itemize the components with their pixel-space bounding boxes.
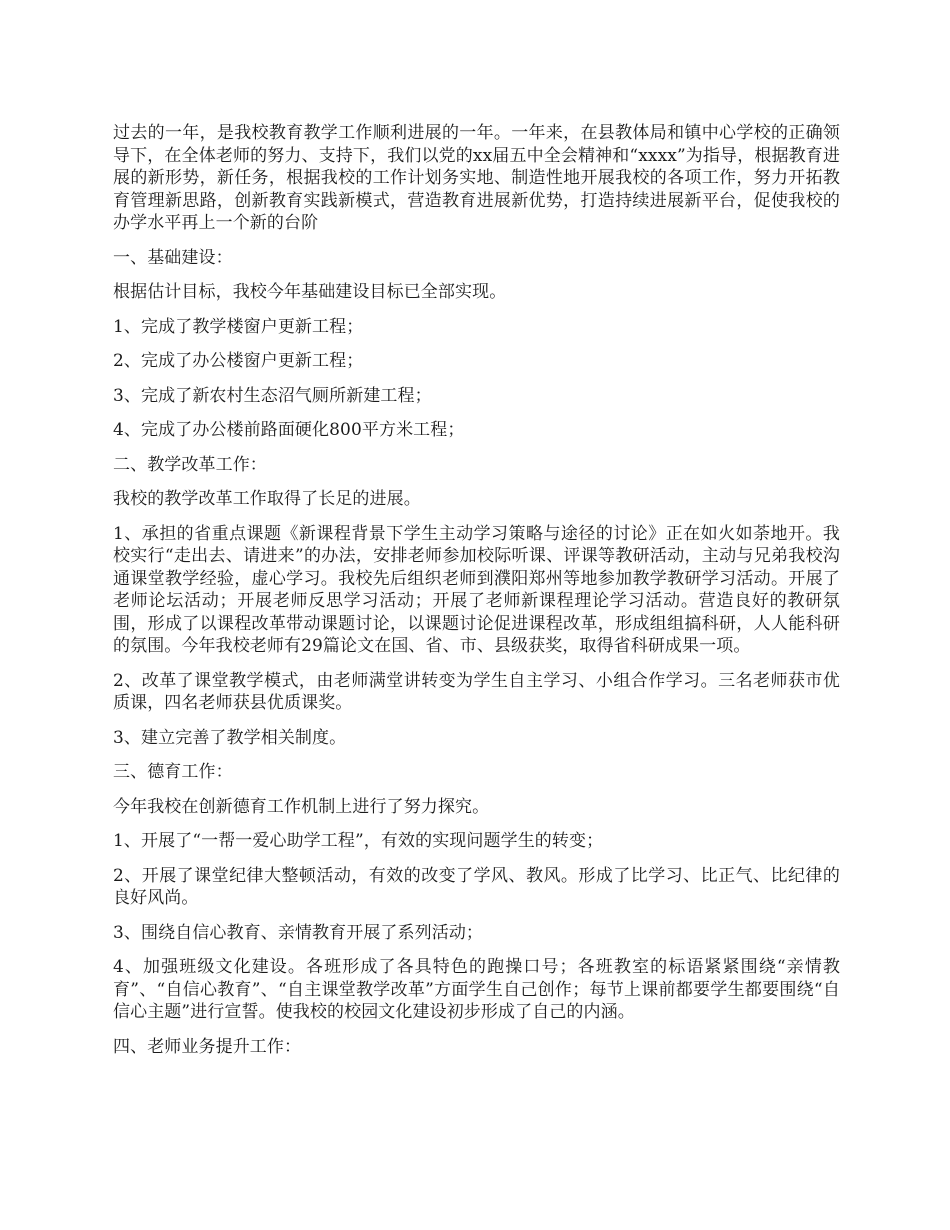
list-item: 1、完成了教学楼窗户更新工程； (113, 316, 364, 337)
list-item: 3、围绕自信心教育、亲情教育开展了系列活动； (113, 922, 484, 943)
paragraph: 根据估计目标，我校今年基础建设目标已全部实现。 (113, 282, 507, 302)
paragraph: 今年我校在创新德育工作机制上进行了努力探究。 (113, 796, 490, 817)
list-item: 4、完成了办公楼前路面硬化800平方米工程； (113, 420, 465, 440)
list-item: 1、开展了“一帮一爱心助学工程”，有效的实现问题学生的转变； (113, 831, 604, 851)
list-item: 3、建立完善了教学相关制度。 (113, 727, 347, 748)
document-body (113, 122, 840, 1070)
section-heading-teacher-development: 四、老师业务提升工作： (113, 1036, 302, 1057)
section-heading-teaching-reform: 二、教学改革工作： (113, 454, 267, 475)
list-item: 3、完成了新农村生态沼气厕所新建工程； (113, 385, 432, 406)
list-item: 1、承担的省重点课题《新课程背景下学生主动学习策略与途径的讨论》正在如火如荼地开。我校实行“走出去、请进来”的办法，安排老师参加校际听课、评课等教研活动，主动与兄弟我校沟通课堂教学经验，虚心学习。我校先后组织老师到濮阳郑州等地参加教学教研学习活动。开展了老师论坛活动；开展老师反思学习活动；开展了老师新课程理论学习活动。营造良好的教研氛围，形成了以课程改革带动课题讨论，以课题讨论促进课程改革，形成组组搞科研，人人能科研的氛围。今年我校老师有29篇论文在国、省、市、县级获奖，取得省科研成果一项。 (113, 523, 840, 656)
section-heading-moral-education: 三、德育工作： (113, 762, 233, 782)
paragraph: 我校的教学改革工作取得了长足的进展。 (113, 489, 421, 509)
list-item: 2、完成了办公楼窗户更新工程； (113, 351, 364, 371)
list-item: 2、改革了课堂教学模式，由老师满堂讲转变为学生自主学习、小组合作学习。三名老师获市优质课，四名老师获县优质课奖。 (113, 670, 840, 713)
list-item: 4、加强班级文化建设。各班形成了各具特色的跑操口号；各班教室的标语紧紧围绕“亲情教育”、“自信心教育”、“自主课堂教学改革”方面学生自己创作；每节上课前都要学生都要围绕“自信心主题”进行宣誓。使我校的校园文化建设初步形成了自己的内涵。 (113, 957, 840, 1022)
list-item: 2、开展了课堂纪律大整顿活动，有效的改变了学风、教风。形成了比学习、比正气、比纪律的良好风尚。 (113, 865, 840, 908)
intro-paragraph: 过去的一年，是我校教育教学工作顺利进展的一年。一年来，在县教体局和镇中心学校的正确领导下，在全体老师的努力、支持下，我们以党的xx届五中全会精神和“xxxx”为指导，根据教育进展的新形势，新任务，根据我校的工作计划务实地、制造性地开展我校的各项工作，努力开拓教育管理新思路，创新教育实践新模式，营造教育进展新优势，打造持续进展新平台，促使我校的办学水平再上一个新的台阶 (113, 123, 840, 233)
section-heading-infrastructure: 一、基础建设： (113, 247, 233, 268)
